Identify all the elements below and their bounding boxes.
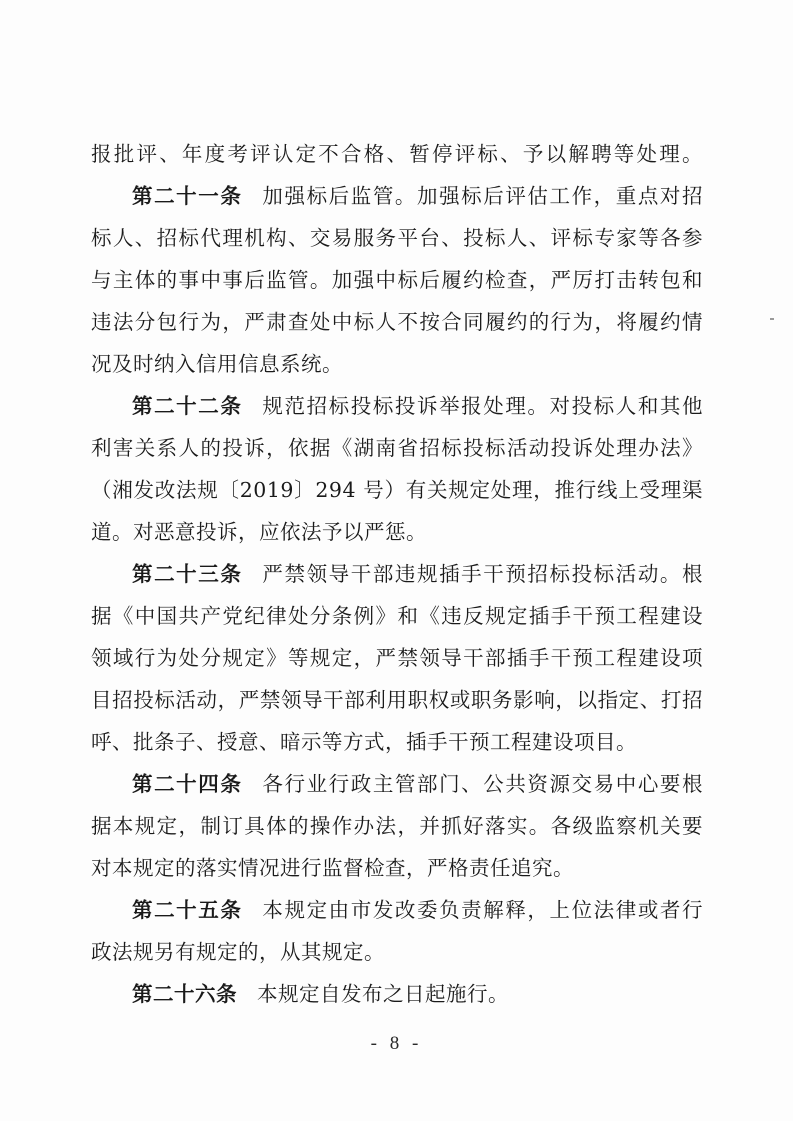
article-number: 第二十一条 <box>132 184 243 208</box>
text-line: 目招投标活动，严禁领导干部利用职权或职务影响，以指定、打招 <box>91 688 703 712</box>
text-line: 据本规定，制订具体的操作办法，并抓好落实。各级监察机关要 <box>91 814 703 838</box>
document-body <box>91 133 703 1015</box>
text-line: 据《中国共产党纪律处分条例》和《违反规定插手干预工程建设 <box>91 604 703 628</box>
article-number: 第二十五条 <box>132 898 243 922</box>
text-line: 况及时纳入信用信息系统。 <box>91 352 343 376</box>
text-line: 领域行为处分规定》等规定，严禁领导干部插手干预工程建设项 <box>91 646 703 670</box>
article-25-line: 第二十五条 本规定由市发改委负责解释，上位法律或者行 <box>132 898 704 922</box>
text-line: 利害关系人的投诉，依据《湖南省招标投标活动投诉处理办法》 <box>91 436 703 460</box>
text-line: 报批评、年度考评认定不合格、暂停评标、予以解聘等处理。 <box>91 142 703 166</box>
article-number: 第二十四条 <box>132 772 243 796</box>
article-24-line: 第二十四条 各行业行政主管部门、公共资源交易中心要根 <box>132 772 704 796</box>
article-23-line: 第二十三条 严禁领导干部违规插手干预招标投标活动。根 <box>132 562 704 586</box>
article-number: 第二十二条 <box>132 394 243 418</box>
text-line: 呼、批条子、授意、暗示等方式，插手干预工程建设项目。 <box>91 730 637 754</box>
text-line: 违法分包行为，严肃查处中标人不按合同履约的行为，将履约情 <box>91 310 703 334</box>
article-number: 第二十六条 <box>132 982 237 1006</box>
scan-speck <box>770 318 774 320</box>
text-line: 政法规另有规定的，从其规定。 <box>91 940 385 964</box>
article-21-line: 第二十一条 加强标后监管。加强标后评估工作，重点对招 <box>132 184 704 208</box>
text-line: 对本规定的落实情况进行监督检查，严格责任追究。 <box>91 856 574 880</box>
text-line: 标人、招标代理机构、交易服务平台、投标人、评标专家等各参 <box>91 226 703 250</box>
article-26-line: 第二十六条 本规定自发布之日起施行。 <box>132 982 509 1006</box>
text-line: （湘发改法规〔2019〕294 号）有关规定处理，推行线上受理渠 <box>91 478 703 502</box>
page-number: - 8 - <box>370 1033 423 1054</box>
text-line: 与主体的事中事后监管。加强中标后履约检查，严厉打击转包和 <box>91 268 703 292</box>
article-number: 第二十三条 <box>132 562 243 586</box>
article-22-line: 第二十二条 规范招标投标投诉举报处理。对投标人和其他 <box>132 394 704 418</box>
text-line: 道。对恶意投诉，应依法予以严惩。 <box>91 520 427 544</box>
